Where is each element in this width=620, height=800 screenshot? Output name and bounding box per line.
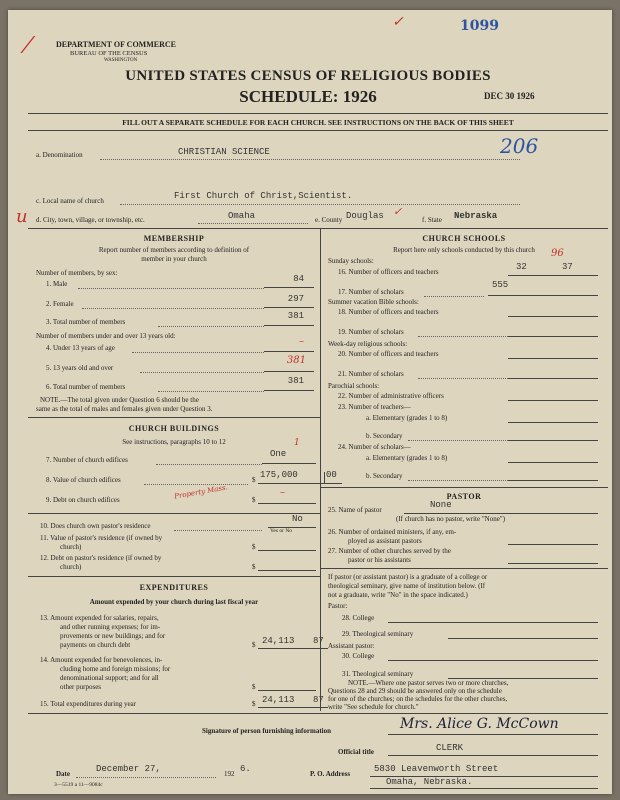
answer-line <box>508 440 598 441</box>
q5-label: 5. 13 years old and over <box>46 364 114 372</box>
q27-label: 27. Number of other churches served by the <box>328 547 451 555</box>
q13-label: provements or new buildings; and for <box>60 632 166 640</box>
summer-label: Summer vacation Bible schools: <box>328 298 419 306</box>
answer-line <box>508 378 598 379</box>
fill-line <box>158 391 264 392</box>
denomination-code: 206 <box>500 134 539 158</box>
address-line-2: Omaha, Nebraska. <box>386 777 473 787</box>
date-received-stamp: DEC 30 1926 <box>484 91 535 101</box>
census-schedule-page <box>8 10 612 794</box>
membership-intro: member in your church <box>141 255 207 263</box>
q9-value: – <box>280 487 285 498</box>
cents-divider <box>324 472 325 484</box>
fill-line <box>100 159 520 160</box>
rule <box>28 228 608 229</box>
dollar-sign: $ <box>252 496 256 504</box>
margin-mark: u <box>16 206 28 227</box>
rule <box>320 487 608 488</box>
answer-line <box>448 638 598 639</box>
q10-hint: Yes or No <box>270 528 293 534</box>
q2-label: 2. Female <box>46 300 74 308</box>
q3-label: 3. Total number of members <box>46 318 126 326</box>
rule <box>28 713 608 714</box>
membership-note: NOTE.—The total given under Question 6 should be the <box>40 396 199 404</box>
q14-label: cluding home and foreign missions; for <box>60 665 171 673</box>
q27-label: pastor or his assistants <box>348 556 411 564</box>
graduate-instruction: theological seminary, give name of institution below. (If <box>328 582 486 590</box>
county-value: Douglas <box>346 211 384 221</box>
q6-label: 6. Total number of members <box>46 383 126 391</box>
q26-label: ployed as assistant pastors <box>348 537 422 545</box>
parochial-label: Parochial schools: <box>328 382 380 390</box>
q20-label: 20. Number of officers and teachers <box>338 350 439 358</box>
dollar-sign: $ <box>252 683 256 691</box>
q9-label: 9. Debt on church edifices <box>46 496 120 504</box>
q16-label: 16. Number of officers and teachers <box>338 268 439 276</box>
q8-label: 8. Value of church edifices <box>46 476 121 484</box>
answer-line <box>508 316 598 317</box>
q10-value: No <box>292 514 303 524</box>
q3-value: 381 <box>287 311 304 321</box>
date-label: Date <box>56 770 70 778</box>
answer-line <box>488 295 598 296</box>
q15-value: 24,113 <box>262 695 295 705</box>
q18-label: 18. Number of officers and teachers <box>338 308 439 316</box>
q13-value: 24,113 <box>262 636 295 646</box>
q16-pen-correction: 96 <box>551 248 564 259</box>
pastor-note: Questions 28 and 29 should be answered only on the schedule <box>328 687 502 695</box>
answer-line <box>508 462 598 463</box>
q11-label: 11. Value of pastor's residence (if owned by <box>40 534 163 542</box>
answer-line <box>508 422 598 423</box>
q13-label: and other running expenses; for im- <box>60 623 161 631</box>
signature-label: Signature of person furnishing information <box>202 727 331 735</box>
answer-line <box>508 544 598 545</box>
fill-line <box>158 326 264 327</box>
red-tick-mark: ✓ <box>392 14 404 30</box>
answer-line <box>404 513 598 514</box>
year-digit: 6. <box>240 764 251 774</box>
pastor-note: NOTE.—Where one pastor serves two or more churches, <box>348 679 509 687</box>
answer-line <box>262 463 316 464</box>
pastor-title: PASTOR <box>446 492 482 501</box>
q26-label: 26. Number of ordained ministers, if any, em- <box>328 528 457 536</box>
official-title-label: Official title <box>338 748 374 756</box>
fill-line <box>82 308 264 309</box>
answer-line <box>508 480 598 481</box>
answer-line <box>508 400 598 401</box>
q16-alt: 37 <box>562 262 573 272</box>
q12-label: church) <box>60 563 82 571</box>
fill-line <box>408 440 508 441</box>
q10-label: 10. Does church own pastor's residence <box>40 522 151 530</box>
q9-note: Property Mass. <box>173 483 229 501</box>
bureau-label: BUREAU OF THE CENSUS <box>70 50 148 57</box>
rule <box>28 417 320 418</box>
graduate-instruction: not a graduate, write "No" in the space indicated.) <box>328 591 468 599</box>
po-address-label: P. O. Address <box>310 770 351 778</box>
fill-line <box>418 336 508 337</box>
answer-line <box>258 503 316 504</box>
by-sex-label: Number of members, by sex: <box>36 269 118 277</box>
q23a-label: a. Elementary (grades 1 to 8) <box>366 414 448 422</box>
city-value: Omaha <box>228 211 256 221</box>
q1-label: 1. Male <box>46 280 68 288</box>
pastor-note: write "See schedule for church." <box>328 703 419 711</box>
weekday-label: Week-day religious schools: <box>328 340 408 348</box>
q5-value: 381 <box>286 355 306 366</box>
answer-line <box>258 570 316 571</box>
form-title: UNITED STATES CENSUS OF RELIGIOUS BODIES <box>125 68 491 84</box>
q24a-label: a. Elementary (grades 1 to 8) <box>366 454 448 462</box>
answer-line <box>258 648 328 649</box>
schedule-number: 1099 <box>460 18 499 34</box>
date-value: December 27, <box>96 764 161 774</box>
q29-label: 29. Theological seminary <box>342 630 414 638</box>
fill-line <box>132 352 264 353</box>
answer-line <box>388 660 598 661</box>
answer-line <box>258 707 328 708</box>
answer-line <box>264 390 314 391</box>
graduate-instruction: If pastor (or assistant pastor) is a graduate of a college or <box>328 573 488 581</box>
q4-value: – <box>299 336 304 347</box>
q7-label: 7. Number of church edifices <box>46 456 128 464</box>
rule <box>28 113 608 114</box>
address-line-1: 5830 Leavenworth Street <box>374 764 499 774</box>
fill-line <box>198 223 308 224</box>
answer-line <box>508 275 598 276</box>
fill-line <box>408 480 508 481</box>
schools-intro: Report here only schools conducted by this church <box>393 246 535 254</box>
answer-line <box>370 788 598 789</box>
q13-cents: 87 <box>313 636 324 646</box>
fill-line <box>120 204 520 205</box>
fill-line <box>76 777 216 778</box>
denomination-label: a. Denomination <box>36 151 83 159</box>
expenditures-intro: Amount expended by your church during last fiscal year <box>89 598 259 606</box>
local-name-value: First Church of Christ,Scientist. <box>174 191 353 201</box>
dollar-sign: $ <box>252 700 256 708</box>
red-mark: 1 <box>294 438 300 448</box>
q31-label: 31. Theological seminary <box>342 670 414 678</box>
q2-value: 297 <box>287 294 304 304</box>
q14-label: other purposes <box>60 683 102 691</box>
q1-value: 84 <box>293 274 304 284</box>
answer-line <box>264 325 314 326</box>
q17-value: 555 <box>492 280 509 290</box>
state-value: Nebraska <box>454 211 498 221</box>
q12-label: 12. Debt on pastor's residence (if owned by <box>40 554 162 562</box>
answer-line <box>264 351 314 352</box>
q15-cents: 87 <box>313 695 324 705</box>
answer-line <box>508 358 598 359</box>
q13-label: payments on church debt <box>60 641 131 649</box>
red-tick-mark: ✓ <box>393 205 403 218</box>
q22-label: 22. Number of administrative officers <box>338 392 444 400</box>
city-label: d. City, town, village, or township, etc. <box>36 216 145 224</box>
answer-line <box>388 622 598 623</box>
under-over-label: Number of members under and over 13 years old: <box>36 332 176 340</box>
dollar-sign: $ <box>252 476 256 484</box>
q16-value: 32 <box>516 262 527 272</box>
fill-line <box>418 378 508 379</box>
pastor-note: for one of the churches; on the schedules for the other churches, <box>328 695 508 703</box>
signature-value: Mrs. Alice G. McCown <box>400 716 559 732</box>
fill-line <box>144 484 248 485</box>
q14-label: denominational support; and for all <box>60 674 159 682</box>
answer-line <box>264 307 314 308</box>
membership-intro: Report number of members according to definition of <box>98 246 250 254</box>
county-label: e. County <box>315 216 343 224</box>
q7-value: One <box>270 449 287 459</box>
schedule-title: SCHEDULE: 1926 <box>239 87 377 106</box>
dollar-sign: $ <box>252 543 256 551</box>
buildings-title: CHURCH BUILDINGS <box>128 424 220 433</box>
q11-label: church) <box>60 543 82 551</box>
q25-value: None <box>430 500 452 510</box>
form-code: 3—5519 a 11—9084c <box>54 782 103 788</box>
answer-line <box>508 563 598 564</box>
answer-line <box>264 287 314 288</box>
local-name-label: c. Local name of church <box>36 197 104 205</box>
sunday-label: Sunday schools: <box>328 257 374 265</box>
state-label: f. State <box>422 216 442 224</box>
assistant-pastor-label: Assistant pastor: <box>328 642 375 650</box>
dollar-sign: $ <box>252 563 256 571</box>
membership-note: same as the total of males and females given under Question 3. <box>36 405 213 413</box>
rule <box>320 568 608 569</box>
q23-label: 23. Number of teachers— <box>338 403 411 411</box>
q21-label: 21. Number of scholars <box>338 370 404 378</box>
rule <box>28 576 320 577</box>
q24-label: 24. Number of scholars— <box>338 443 411 451</box>
answer-line <box>258 690 316 691</box>
q6-value: 381 <box>287 376 304 386</box>
q8-cents: 00 <box>326 470 337 480</box>
fill-line <box>174 530 262 531</box>
q23b-label: b. Secondary <box>366 432 403 440</box>
city-label: WASHINGTON <box>104 58 138 63</box>
red-check-mark: ⁄ <box>26 34 30 59</box>
year-prefix: 192 <box>224 770 235 778</box>
q17-label: 17. Number of scholars <box>338 288 404 296</box>
buildings-intro: See instructions, paragraphs 10 to 12 <box>122 438 226 446</box>
q30-label: 30. College <box>342 652 375 660</box>
answer-line <box>388 734 598 735</box>
q28-label: 28. College <box>342 614 375 622</box>
q25-hint: (If church has no pastor, write "None") <box>396 515 506 523</box>
answer-line <box>258 550 316 551</box>
fill-line <box>78 288 264 289</box>
q14-label: 14. Amount expended for benevolences, in- <box>40 656 163 664</box>
q25-label: 25. Name of pastor <box>328 506 382 514</box>
fill-line <box>424 296 484 297</box>
q8-value: 175,000 <box>260 470 298 480</box>
q19-label: 19. Number of scholars <box>338 328 404 336</box>
schools-title: CHURCH SCHOOLS <box>422 234 506 243</box>
rule <box>28 513 320 514</box>
official-title-value: CLERK <box>436 743 464 753</box>
answer-line <box>388 755 598 756</box>
q4-label: 4. Under 13 years of age <box>46 344 115 352</box>
answer-line <box>264 371 314 372</box>
q13-label: 13. Amount expended for salaries, repairs, <box>40 614 159 622</box>
fill-line <box>140 372 264 373</box>
answer-line <box>258 483 342 484</box>
expenditures-title: EXPENDITURES <box>139 583 209 592</box>
membership-title: MEMBERSHIP <box>143 234 205 243</box>
rule <box>28 130 608 131</box>
denomination-value: CHRISTIAN SCIENCE <box>178 147 270 157</box>
q24b-label: b. Secondary <box>366 472 403 480</box>
q15-label: 15. Total expenditures during year <box>40 700 136 708</box>
fill-line <box>156 464 262 465</box>
dollar-sign: $ <box>252 641 256 649</box>
department-label: DEPARTMENT OF COMMERCE <box>56 40 177 49</box>
instructions-banner: FILL OUT A SEPARATE SCHEDULE FOR EACH CHURCH. SEE INSTRUCTIONS ON THE BACK OF THIS SHEET <box>122 118 514 127</box>
answer-line <box>508 336 598 337</box>
pastor-label: Pastor: <box>328 602 348 610</box>
